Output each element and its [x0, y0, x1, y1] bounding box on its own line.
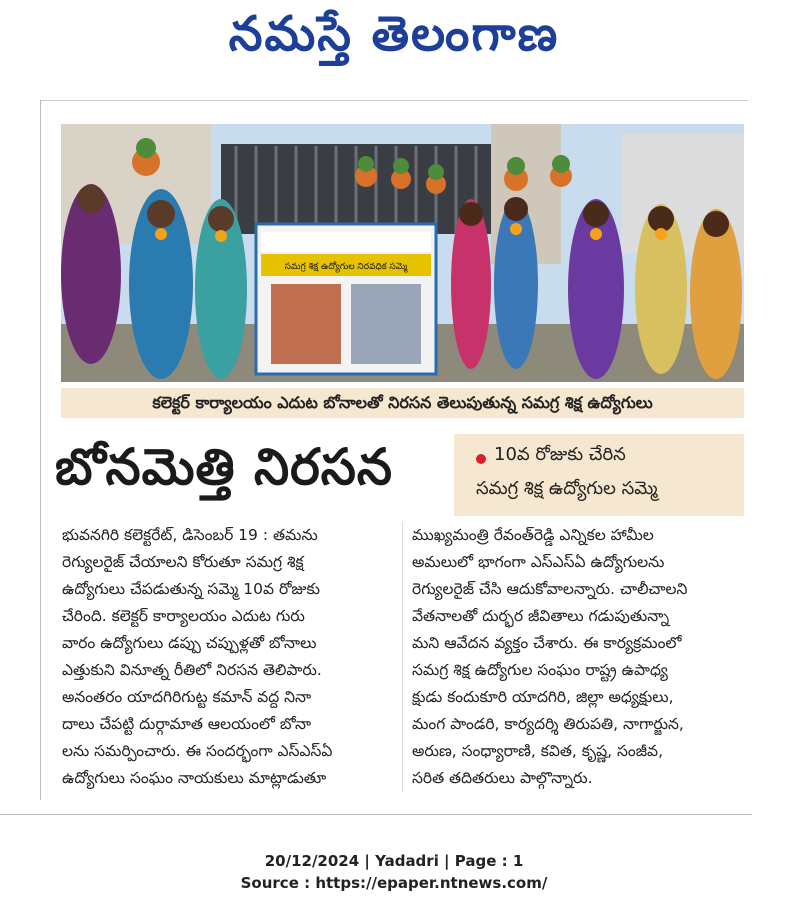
article-column-2	[412, 522, 747, 792]
article-column-1	[62, 522, 392, 792]
left-rule	[40, 100, 41, 800]
subheadline-box	[454, 434, 744, 516]
newspaper-masthead: నమస్తే తెలంగాణ	[228, 6, 560, 62]
article-line: భువనగిరి కలెక్టరేట్, డిసెంబర్ 19 : తమను	[62, 526, 318, 544]
article-line: వారం ఉద్యోగులు డప్పు చప్పుళ్లతో బోనాలు	[62, 634, 317, 652]
article-line: ముఖ్యమంత్రి రేవంత్‌రెడ్డి ఎన్నికల హామీల	[412, 526, 654, 544]
subheadline-line1: 10వ రోజుకు చేరిన	[494, 444, 626, 465]
footer-date-edition: 20/12/2024 | Yadadri | Page : 1	[264, 852, 524, 870]
article-line: చేరింది. కలెక్టర్ కార్యాలయం ఎదుట గురు	[62, 607, 305, 625]
top-rule	[40, 100, 748, 101]
article-line: లను సమర్పించారు. ఈ సందర్భంగా ఎస్ఎస్ఏ	[62, 742, 333, 760]
article-line: రెగ్యులరైజ్ చేసి ఆదుకోవాలన్నారు. చాలీచాలని	[412, 580, 688, 598]
bullet-icon	[476, 454, 486, 464]
news-photo	[61, 124, 744, 382]
article-line: వేతనాలతో దుర్భర జీవితాలు గడుపుతున్నా	[412, 607, 670, 625]
photo-caption: కలెక్టర్ కార్యాలయం ఎదుట బోనాలతో నిరసన తెలుపుతున్న సమగ్ర శిక్ష ఉద్యోగులు	[61, 388, 744, 418]
column-divider	[402, 522, 403, 792]
article-line: సరిత తదితరులు పాల్గొన్నారు.	[412, 769, 593, 787]
headline: బోనమెత్తి నిరసన	[55, 438, 394, 496]
article-line: అనంతరం యాదగిరిగుట్ట కమాన్ వద్ద నినా	[62, 688, 312, 706]
article-line: ఉద్యోగులు చేపడుతున్న సమ్మె 10వ రోజుకు	[62, 580, 320, 598]
article-line: అమలులో భాగంగా ఎస్ఎస్ఏ ఉద్యోగులను	[412, 553, 665, 571]
bottom-rule	[0, 814, 752, 815]
article-line: సమగ్ర శిక్ష ఉద్యోగుల సంఘం రాష్ట్ర ఉపాధ్య	[412, 661, 668, 679]
article-line: ఎత్తుకుని వినూత్న రీతిలో నిరసన తెలిపారు.	[62, 661, 322, 679]
article-line: అరుణ, సంధ్యారాణి, కవిత, కృష్ణ, సంజీవ,	[412, 742, 663, 760]
article-line: దాలు చేపట్టి దుర్గామాత ఆలయంలో బోనా	[62, 715, 312, 733]
article-line: మని ఆవేదన వ్యక్తం చేశారు. ఈ కార్యక్రమంలో	[412, 634, 682, 652]
subheadline-line2: సమగ్ర శిక్ష ఉద్యోగుల సమ్మె	[476, 478, 658, 499]
article-line: ఉద్యోగులు సంఘం నాయకులు మాట్లాడుతూ	[62, 769, 327, 787]
article-line: క్షుడు కందుకూరి యాదగిరి, జిల్లా అధ్యక్షులు,	[412, 688, 674, 706]
article-line: రెగ్యులరైజ్ చేయాలని కోరుతూ సమగ్ర శిక్ష	[62, 553, 304, 571]
footer-source: Source : https://epaper.ntnews.com/	[240, 874, 548, 892]
article-line: మంగ పాండరి, కార్యదర్శి తిరుపతి, నాగార్జున,	[412, 715, 684, 733]
banner-text: సమగ్ర శిక్ష ఉద్యోగుల నిరవధిక సమ్మె	[284, 262, 408, 272]
